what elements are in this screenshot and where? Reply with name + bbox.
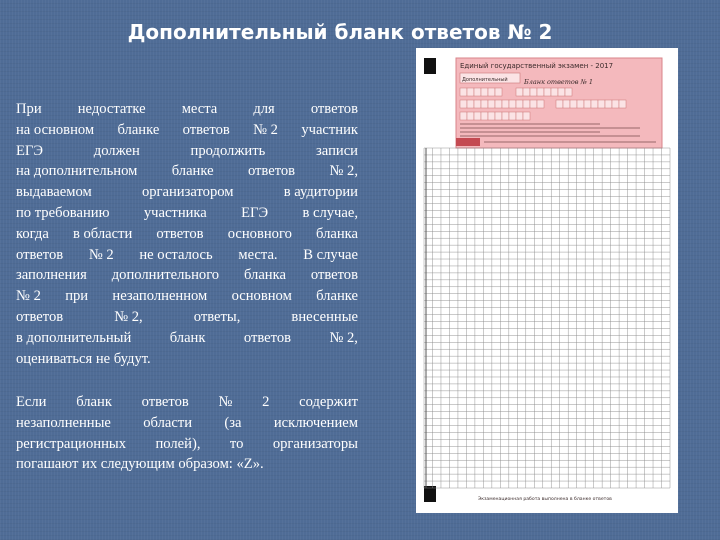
text-word: на основном (16, 121, 95, 138)
corner-marker (424, 486, 436, 502)
text-line (16, 141, 358, 162)
text-line (16, 307, 358, 328)
text-word: недостатке (77, 101, 146, 117)
text-word: участника (143, 204, 207, 221)
text-word: ответы, (193, 308, 241, 325)
text-word: № 2, (329, 163, 358, 180)
text-word: № 2 (253, 121, 278, 138)
form-label-extra: Дополнительный (462, 77, 508, 83)
text-word: основном (231, 288, 292, 305)
text-word: основного (227, 225, 292, 242)
text-word: участник (301, 121, 358, 138)
text-word: полей), (155, 435, 201, 452)
text-word: 2 (262, 394, 270, 410)
paragraph-z-marking (16, 392, 358, 475)
text-word: оцениваться не будут. (16, 350, 151, 367)
paragraph-rules (16, 99, 358, 369)
text-word: В случае (303, 246, 358, 263)
text-word: № 2 (88, 246, 114, 263)
text-word: ответов (247, 163, 296, 180)
answer-sheet-image (416, 48, 678, 513)
text-word: должен (93, 142, 140, 159)
text-word: При (16, 101, 42, 117)
text-line (16, 328, 358, 349)
text-word: при (65, 288, 89, 305)
text-word: бланка (316, 225, 358, 242)
text-word: внесенные (291, 308, 358, 325)
text-line (16, 224, 358, 245)
text-word: № (218, 394, 233, 410)
text-word: регистрационных (16, 435, 127, 452)
text-word: бланк (169, 329, 206, 346)
text-word: организатором (141, 184, 234, 201)
text-word: № 2, (329, 329, 358, 346)
text-word: ответов (310, 101, 358, 117)
text-word: № 2, (114, 308, 143, 325)
form-label-sheet: Бланк ответов № 1 (524, 78, 594, 86)
text-word: в аудитории (283, 184, 358, 201)
text-line (16, 120, 358, 141)
text-line (16, 392, 358, 413)
text-word: ответов (16, 308, 64, 325)
text-word: № 2 (16, 288, 41, 305)
text-word: записи (316, 142, 358, 159)
text-word: бланке (171, 163, 214, 180)
text-word: погашают их следующим образом: «Z». (16, 456, 264, 473)
text-line (16, 454, 358, 475)
text-line (16, 182, 358, 203)
form-header-title: Единый государственный экзамен - 2017 (460, 62, 614, 70)
text-word: ЕГЭ (16, 142, 43, 159)
text-word: места. (238, 246, 278, 263)
text-word: (за (224, 414, 242, 431)
text-word: незаполненном (112, 288, 208, 305)
text-line (16, 99, 358, 120)
text-line (16, 413, 358, 434)
text-word: в дополнительный (16, 329, 132, 346)
text-line (16, 265, 358, 286)
text-word: дополнительного (111, 267, 220, 284)
text-word: Если (16, 394, 47, 410)
text-word: бланка (243, 267, 286, 284)
text-word: заполнения (16, 267, 87, 284)
text-line (16, 434, 358, 455)
text-word: когда (16, 225, 49, 242)
text-word: ответов (243, 329, 292, 346)
text-word: не осталось (139, 246, 213, 263)
text-word: выдаваемом (16, 184, 92, 201)
text-word: в области (72, 225, 133, 242)
text-line (16, 286, 358, 307)
text-line (16, 161, 358, 182)
slide-title: Дополнительный бланк ответов № 2 (127, 20, 553, 44)
text-line (16, 245, 358, 266)
text-word: бланк (76, 394, 112, 410)
text-word: ответов (182, 121, 230, 138)
text-word: ответов (310, 267, 358, 284)
text-word: ответов (141, 394, 189, 410)
text-word: для (253, 101, 275, 117)
text-word: в случае, (302, 204, 358, 221)
text-word: незаполненные (16, 414, 111, 431)
text-word: ответов (156, 225, 204, 242)
text-word: места (181, 101, 218, 117)
text-word: бланке (117, 121, 160, 138)
text-line (16, 349, 358, 370)
text-word: ЕГЭ (241, 204, 269, 221)
answer-sheet-drawing (416, 48, 678, 513)
text-word: содержит (299, 394, 358, 410)
form-footer-note: Экзаменационная работа выполнена в бланке ответов (478, 497, 612, 502)
corner-marker (424, 58, 436, 74)
text-word: продолжить (190, 142, 266, 159)
text-word: организаторы (272, 435, 358, 452)
text-word: области (143, 414, 193, 431)
text-word: на дополнительном (16, 163, 138, 180)
text-word: по требованию (16, 204, 110, 221)
text-word: ответов (16, 246, 64, 263)
text-word: бланке (316, 288, 358, 305)
text-line (16, 203, 358, 224)
text-word: исключением (273, 414, 358, 431)
text-word: то (229, 435, 244, 452)
